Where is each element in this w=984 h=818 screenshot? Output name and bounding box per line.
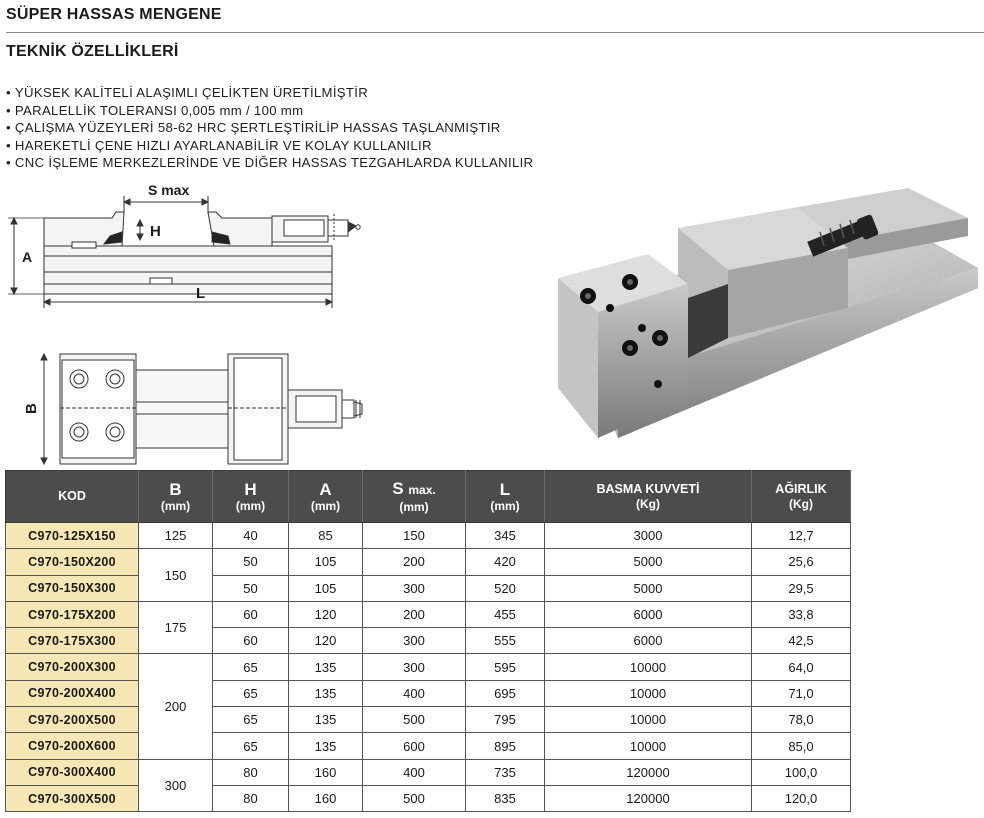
table-row — [6, 549, 851, 575]
feature-item: • ÇALIŞMA YÜZEYLERİ 58-62 HRC ŞERTLEŞTİRİLİP HASSAS TAŞLANMIŞTIR — [6, 119, 533, 137]
cell-a: 120 — [289, 601, 363, 627]
section-subtitle: TEKNİK ÖZELLİKLERİ — [6, 43, 179, 60]
cell-s: 400 — [363, 759, 466, 785]
header-weight: AĞIRLIK (Kg) — [752, 471, 851, 523]
cell-weight: 71,0 — [752, 680, 851, 706]
cell-l: 735 — [466, 759, 545, 785]
header-kod: KOD — [6, 471, 139, 523]
cell-b: 300 — [139, 759, 213, 812]
cell-a: 135 — [289, 733, 363, 759]
cell-h: 65 — [213, 654, 289, 680]
cell-l: 555 — [466, 628, 545, 654]
top-view-drawing — [0, 340, 380, 465]
cell-a: 105 — [289, 575, 363, 601]
cell-l: 695 — [466, 680, 545, 706]
cell-h: 50 — [213, 549, 289, 575]
cell-h: 60 — [213, 628, 289, 654]
table-row — [6, 628, 851, 654]
header-b: B (mm) — [139, 471, 213, 523]
feature-item: • HAREKETLİ ÇENE HIZLI AYARLANABİLİR VE KOLAY KULLANILIR — [6, 137, 533, 155]
table-row — [6, 523, 851, 549]
cell-force: 10000 — [545, 680, 752, 706]
feature-item: • YÜKSEK KALİTELİ ALAŞIMLI ÇELİKTEN ÜRETİLMİŞTİR — [6, 84, 533, 102]
cell-weight: 64,0 — [752, 654, 851, 680]
cell-a: 135 — [289, 707, 363, 733]
cell-force: 120000 — [545, 785, 752, 811]
cell-force: 6000 — [545, 601, 752, 627]
cell-b: 175 — [139, 601, 213, 654]
cell-kod: C970-300X500 — [6, 785, 139, 811]
cell-s: 600 — [363, 733, 466, 759]
cell-force: 10000 — [545, 707, 752, 733]
cell-kod: C970-200X500 — [6, 707, 139, 733]
cell-s: 300 — [363, 654, 466, 680]
header-a: A (mm) — [289, 471, 363, 523]
vise-product-photo — [548, 188, 978, 458]
cell-s: 300 — [363, 628, 466, 654]
cell-kod: C970-300X400 — [6, 759, 139, 785]
cell-kod: C970-150X200 — [6, 549, 139, 575]
page-title: SÜPER HASSAS MENGENE — [6, 6, 222, 23]
cell-weight: 100,0 — [752, 759, 851, 785]
cell-h: 60 — [213, 601, 289, 627]
cell-force: 120000 — [545, 759, 752, 785]
cell-force: 5000 — [545, 575, 752, 601]
cell-a: 160 — [289, 785, 363, 811]
cell-a: 135 — [289, 680, 363, 706]
cell-h: 65 — [213, 707, 289, 733]
header-s-max: S max. (mm) — [363, 471, 466, 523]
table-row — [6, 785, 851, 811]
cell-l: 795 — [466, 707, 545, 733]
cell-l: 455 — [466, 601, 545, 627]
cell-a: 135 — [289, 654, 363, 680]
cell-kod: C970-200X300 — [6, 654, 139, 680]
cell-s: 200 — [363, 601, 466, 627]
cell-b: 200 — [139, 654, 213, 759]
header-force: BASMA KUVVETİ (Kg) — [545, 471, 752, 523]
cell-a: 160 — [289, 759, 363, 785]
l-label: L — [196, 285, 206, 302]
cell-weight: 12,7 — [752, 523, 851, 549]
cell-s: 300 — [363, 575, 466, 601]
table-row — [6, 601, 851, 627]
cell-s: 200 — [363, 549, 466, 575]
cell-l: 595 — [466, 654, 545, 680]
feature-item: • CNC İŞLEME MERKEZLERİNDE VE DİĞER HASSAS TEZGAHLARDA KULLANILIR — [6, 154, 533, 172]
cell-s: 500 — [363, 785, 466, 811]
cell-weight: 78,0 — [752, 707, 851, 733]
cell-weight: 120,0 — [752, 785, 851, 811]
cell-force: 10000 — [545, 654, 752, 680]
cell-b: 150 — [139, 549, 213, 602]
cell-weight: 85,0 — [752, 733, 851, 759]
table-row — [6, 733, 851, 759]
cell-h: 65 — [213, 733, 289, 759]
cell-kod: C970-200X600 — [6, 733, 139, 759]
table-header-row — [6, 471, 851, 523]
s-max-label: S max — [148, 182, 190, 198]
title-divider — [6, 32, 984, 33]
spec-table — [5, 470, 851, 812]
cell-force: 5000 — [545, 549, 752, 575]
b-label: B — [23, 403, 40, 414]
cell-l: 895 — [466, 733, 545, 759]
table-row — [6, 575, 851, 601]
cell-force: 6000 — [545, 628, 752, 654]
cell-a: 85 — [289, 523, 363, 549]
cell-h: 65 — [213, 680, 289, 706]
cell-l: 520 — [466, 575, 545, 601]
table-row — [6, 654, 851, 680]
table-row — [6, 680, 851, 706]
cell-s: 500 — [363, 707, 466, 733]
cell-kod: C970-175X200 — [6, 601, 139, 627]
table-row — [6, 759, 851, 785]
cell-weight: 42,5 — [752, 628, 851, 654]
table-row — [6, 707, 851, 733]
cell-h: 80 — [213, 785, 289, 811]
cell-l: 835 — [466, 785, 545, 811]
cell-l: 420 — [466, 549, 545, 575]
cell-s: 150 — [363, 523, 466, 549]
cell-force: 10000 — [545, 733, 752, 759]
cell-kod: C970-200X400 — [6, 680, 139, 706]
cell-kod: C970-150X300 — [6, 575, 139, 601]
header-l: L (mm) — [466, 471, 545, 523]
cell-a: 120 — [289, 628, 363, 654]
cell-weight: 33,8 — [752, 601, 851, 627]
cell-weight: 29,5 — [752, 575, 851, 601]
cell-force: 3000 — [545, 523, 752, 549]
header-h: H (mm) — [213, 471, 289, 523]
cell-h: 40 — [213, 523, 289, 549]
feature-item: • PARALELLİK TOLERANSI 0,005 mm / 100 mm — [6, 102, 533, 120]
cell-kod: C970-125X150 — [6, 523, 139, 549]
cell-weight: 25,6 — [752, 549, 851, 575]
cell-a: 105 — [289, 549, 363, 575]
a-label: A — [22, 249, 33, 265]
cell-h: 80 — [213, 759, 289, 785]
cell-kod: C970-175X300 — [6, 628, 139, 654]
feature-list — [6, 84, 533, 172]
cell-h: 50 — [213, 575, 289, 601]
h-label: H — [150, 223, 161, 240]
cell-b: 125 — [139, 523, 213, 549]
cell-s: 400 — [363, 680, 466, 706]
cell-l: 345 — [466, 523, 545, 549]
side-view-drawing — [0, 180, 370, 310]
